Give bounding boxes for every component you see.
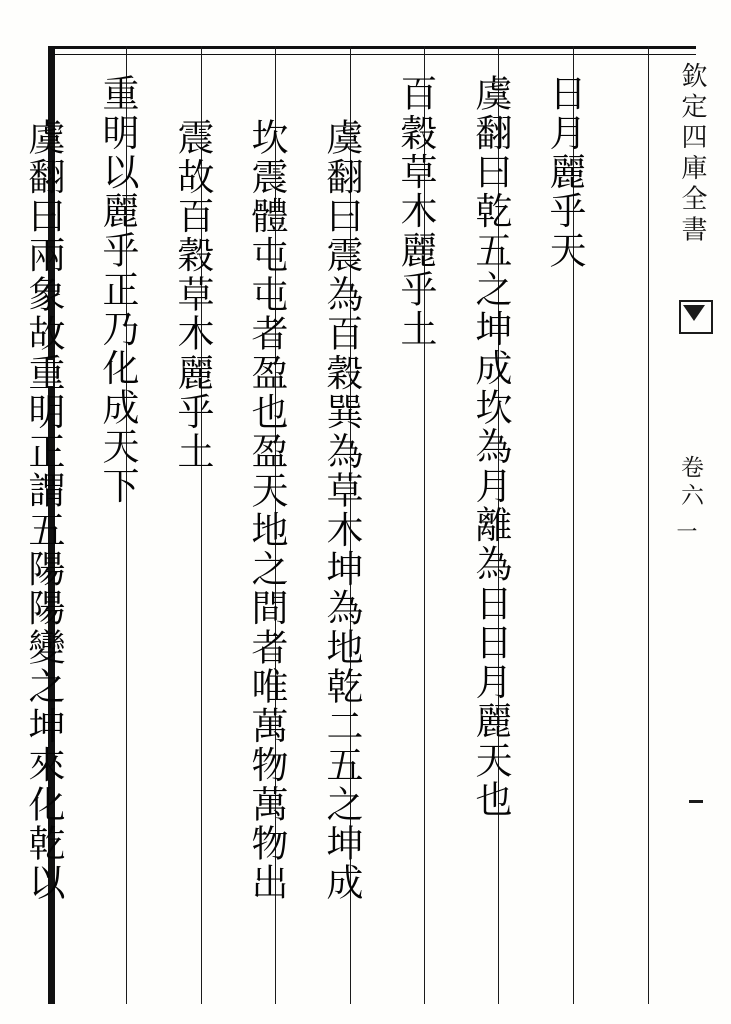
column-rule	[648, 46, 649, 1004]
text-column: 百穀草木麗乎土	[394, 74, 437, 349]
margin-tick-mark	[689, 800, 703, 803]
page-frame-border	[48, 46, 696, 1004]
page-number: 一	[674, 520, 698, 545]
volume-label: 卷六	[677, 455, 703, 511]
text-column: 虞翻曰震為百穀巽為草木坤為地乾二五之坤成	[320, 118, 363, 903]
text-column: 虞翻曰乾五之坤成坎為月離為日日月麗天也	[469, 74, 512, 820]
fishtail-icon	[675, 300, 715, 340]
text-column: 虞翻曰兩象故重明正謂五陽陽變之坤來化乾以	[22, 118, 65, 903]
text-column: 日月麗乎天	[543, 74, 586, 271]
text-column: 震故百穀草木麗乎土	[171, 118, 214, 471]
page-frame-inner-rule	[55, 54, 696, 55]
text-column: 坎震體屯屯者盈也盈天地之間者唯萬物萬物出	[245, 118, 288, 903]
book-series-title: 欽定四庫全書	[677, 62, 707, 247]
text-column: 重明以麗乎正乃化成天下	[96, 74, 139, 506]
